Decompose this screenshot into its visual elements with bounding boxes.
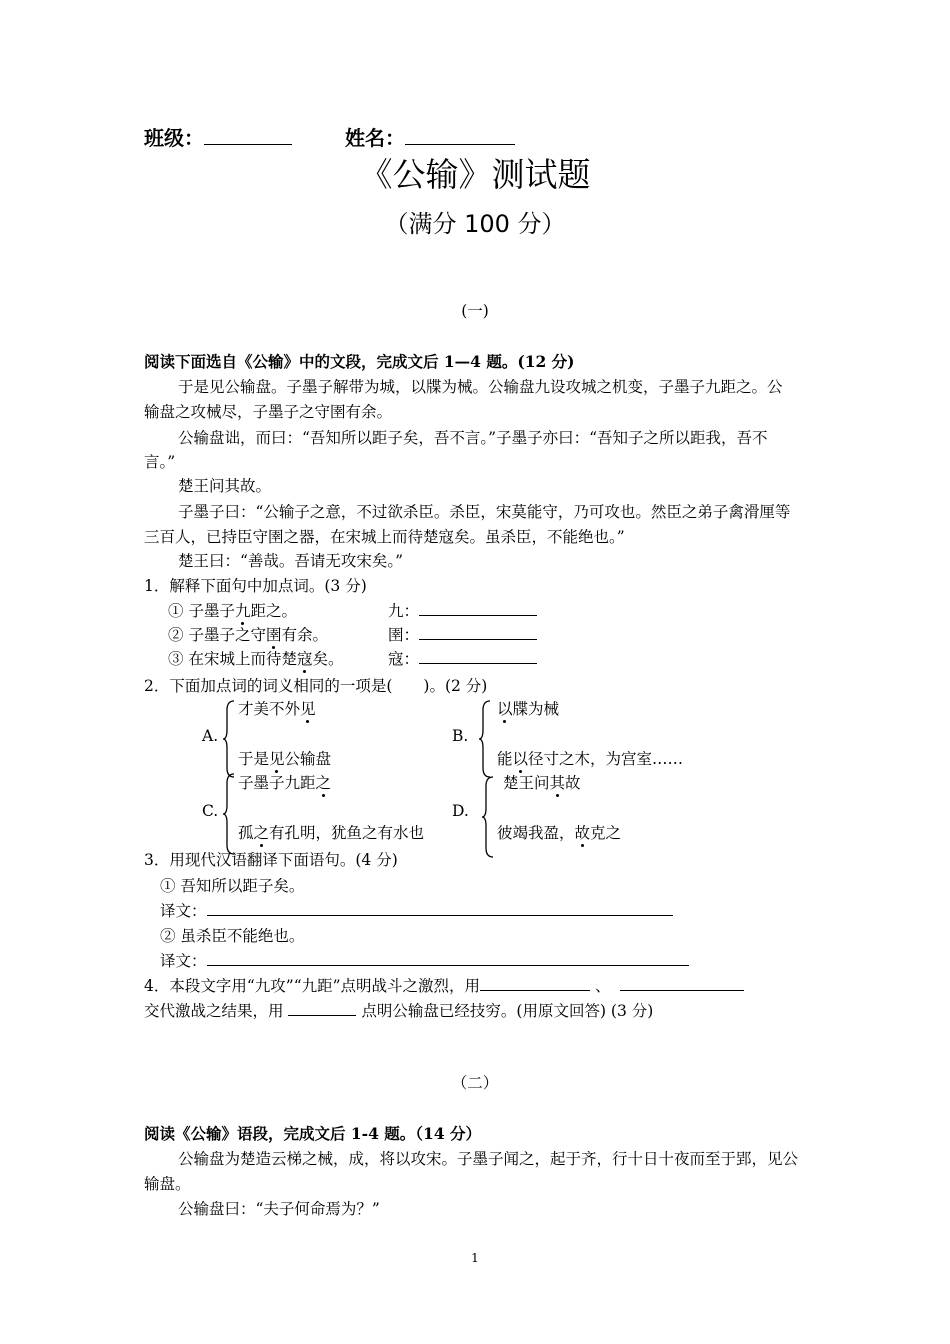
option-d-label[interactable]: D. [452, 802, 469, 820]
emphasis-dot-char: 九 [234, 602, 251, 620]
question-1-stem: 1．解释下面句中加点词。(3 分) [144, 577, 367, 595]
emphasis-dot-char: 见 [269, 750, 285, 768]
left-brace-icon [481, 776, 495, 858]
answer-blank[interactable] [419, 649, 537, 664]
question-2-stem: 2．下面加点词的词义相同的一项是( )。(2 分) [144, 677, 488, 695]
translation-field: 译文： [160, 901, 673, 921]
question-1-item: ③ 在宋城上而待楚寇矣。 [168, 650, 344, 668]
translation-blank[interactable] [207, 951, 689, 966]
translation-blank[interactable] [207, 901, 673, 916]
name-blank[interactable] [405, 130, 515, 145]
question-3-sentence: ② 虽杀臣不能绝也。 [160, 927, 305, 945]
left-brace-icon [222, 773, 236, 855]
section-2-instruction: 阅读《公输》语段，完成文后 1-4 题。（14 分） [144, 1124, 482, 1143]
emphasis-dot-char: 寇 [296, 650, 313, 668]
passage-line: 于是见公输盘。子墨子解带为城，以牒为械。公输盘九设攻城之机变，子墨子九距之。公 [178, 378, 783, 396]
passage-line: 公输盘诎，而曰：“吾知所以距子矣，吾不言。”子墨子亦曰：“吾知子之所以距我，吾不 [178, 429, 768, 447]
option-b-line-1: 以牒为械 [497, 700, 560, 718]
page-number: 1 [471, 1251, 479, 1265]
passage-line: 输盘之攻械尽，子墨子之守圉有余。 [144, 403, 393, 421]
option-c-label[interactable]: C. [202, 802, 219, 820]
page-subtitle: （满分 100 分） [384, 210, 566, 238]
option-d-line-2: 彼竭我盈，故克之 [497, 824, 622, 842]
passage-line: 公输盘曰：“夫子何命焉为？” [178, 1200, 380, 1218]
passage-line: 公输盘为楚造云梯之械，成，将以攻宋。子墨子闻之，起于齐，行十日十夜而至于郢，见公 [178, 1150, 799, 1168]
emphasis-dot-char: 其 [549, 774, 566, 792]
answer-blank[interactable] [620, 976, 744, 991]
class-blank[interactable] [204, 130, 292, 145]
option-d-line-1: 楚王问其故 [503, 774, 581, 792]
question-4-line-2: 交代激战之结果，用 点明公输盘已经技穷。(用原文回答) (3 分) [144, 1002, 654, 1020]
question-4-line-1: 4．本段文字用“九攻”“九距”点明战斗之激烈，用 、 [144, 976, 744, 996]
question-1-answer: 圉： [388, 625, 537, 645]
answer-blank[interactable] [480, 976, 590, 991]
translation-field: 译文： [160, 951, 689, 971]
answer-blank[interactable] [419, 601, 537, 616]
passage-line: 三百人，已持臣守圉之器，在宋城上而待楚寇矣。虽杀臣，不能绝也。” [144, 528, 625, 546]
question-1-answer: 寇： [388, 649, 537, 669]
section-2-heading: （二） [451, 1074, 499, 1092]
section-1-instruction: 阅读下面选自《公输》中的文段，完成文后 1—4 题。(12 分) [144, 352, 575, 371]
name-field [345, 124, 515, 152]
option-a-label[interactable]: A. [202, 727, 219, 745]
question-1-item: ② 子墨子之守圉有余。 [168, 626, 328, 644]
option-c-line-2: 孤之有孔明，犹鱼之有水也 [238, 824, 425, 842]
passage-line: 楚王曰：“善哉。吾请无攻宋矣。” [178, 552, 404, 570]
page-title: 《公输》测试题 [359, 155, 591, 194]
left-brace-icon [478, 700, 492, 778]
emphasis-dot-char: 圉 [265, 626, 282, 644]
passage-line: 言。” [144, 453, 176, 471]
class-field [144, 124, 292, 152]
option-c-line-1: 子墨子九距之 [238, 774, 332, 792]
passage-line: 子墨子曰：“公输子之意，不过欲杀臣。杀臣，宋莫能守，乃可攻也。然臣之弟子禽滑厘等 [178, 503, 791, 521]
answer-blank[interactable] [419, 625, 537, 640]
option-a-line-1: 才美不外见 [238, 700, 316, 718]
question-3-stem: 3．用现代汉语翻译下面语句。(4 分) [144, 851, 398, 869]
option-a-line-2: 于是见公输盘 [238, 750, 332, 768]
passage-line: 楚王问其故。 [178, 477, 272, 495]
emphasis-dot-char: 之 [315, 774, 332, 792]
emphasis-dot-char: 故 [574, 824, 591, 842]
answer-blank[interactable] [288, 1001, 356, 1016]
option-b-label[interactable]: B. [452, 727, 469, 745]
emphasis-dot-char: 见 [300, 700, 316, 718]
class-label: 班级： [144, 126, 204, 150]
question-1-answer: 九： [388, 601, 537, 621]
passage-line: 输盘。 [144, 1175, 191, 1193]
emphasis-dot-char: 以 [512, 750, 529, 768]
emphasis-dot-char: 之 [253, 824, 270, 842]
left-brace-icon [222, 700, 236, 778]
section-1-heading: (一) [461, 302, 489, 320]
question-3-sentence: ① 吾知所以距子矣。 [160, 877, 305, 895]
emphasis-dot-char: 以 [497, 700, 513, 718]
name-label: 姓名： [345, 126, 405, 150]
option-b-line-2: 能以径寸之木，为宫室…… [497, 750, 684, 768]
question-1-item: ① 子墨子九距之。 [168, 602, 297, 620]
